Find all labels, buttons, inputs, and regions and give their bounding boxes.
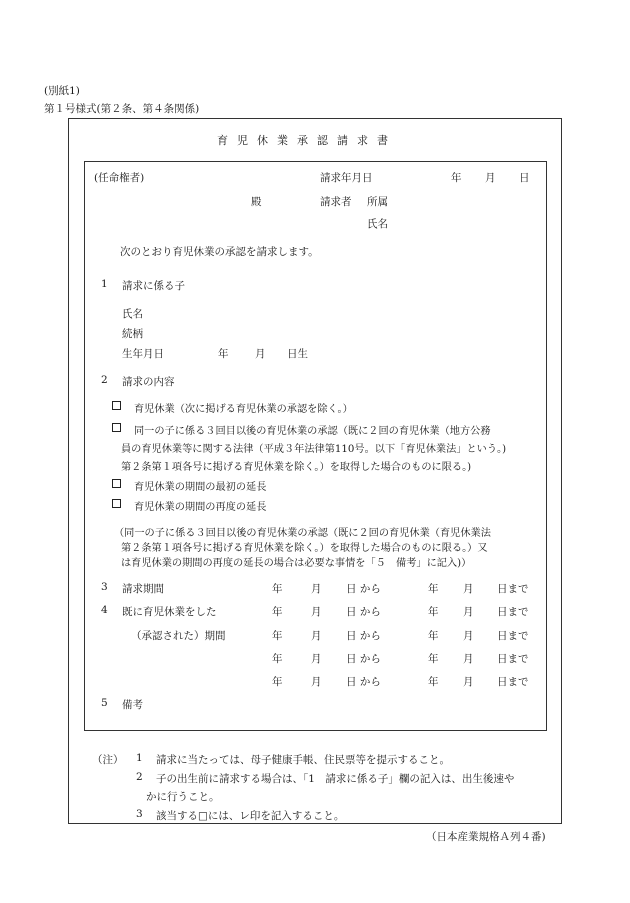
request-date-month[interactable]: 月 [485,172,496,184]
period-from-month[interactable]: 月 [311,676,322,688]
section1-number: 1 [101,278,108,290]
period-until-day[interactable]: 日まで [497,606,529,618]
child-birth-month[interactable]: 月 [255,348,266,360]
request-date-year[interactable]: 年 [451,172,462,184]
period-from-day[interactable]: 日 から [346,630,381,642]
period-until-month[interactable]: 月 [463,653,474,665]
period-until-year[interactable]: 年 [428,630,439,642]
period-until-year[interactable]: 年 [428,653,439,665]
checkbox-icon [112,479,121,488]
note-line: は育児休業の期間の再度の延長の場合は必要な事情を「５ 備考」に記入)） [121,558,472,569]
option-text: 育児休業の期間の再度の延長 [134,502,267,513]
option-text: 育児休業（次に掲げる育児休業の承認を除く。） [134,404,353,415]
option-checkbox[interactable] [112,498,121,510]
period-until-day[interactable]: 日まで [497,653,529,665]
note-text: 子の出生前に請求する場合は、「1 請求に係る子」欄の記入は、出生後速や [156,773,515,785]
period-until-month[interactable]: 月 [463,676,474,688]
option-checkbox[interactable] [112,478,121,490]
requester-label: 請求者 [320,196,352,208]
option-text: 育児休業の期間の最初の延長 [134,482,267,493]
period-until-month[interactable]: 月 [463,583,474,595]
checkbox-icon [112,401,121,410]
request-date-label: 請求年月日 [320,172,373,184]
option-text-cont: 員の育児休業等に関する法律（平成３年法律第110号。以下「育児休業法」という。) [121,444,507,455]
child-birth-label: 生年月日 [122,348,164,360]
section1-heading: 請求に係る子 [122,280,185,292]
attachment-label: (別紙1) [44,85,80,97]
period-until-month[interactable]: 月 [463,630,474,642]
section2-number: 2 [101,374,108,386]
period-from-year[interactable]: 年 [272,606,283,618]
period-from-month[interactable]: 月 [311,653,322,665]
section3-number: 3 [101,581,108,593]
appointer-label: (任命権者) [94,172,145,184]
period-from-day[interactable]: 日 から [346,606,381,618]
period-until-day[interactable]: 日まで [497,676,529,688]
period-until-year[interactable]: 年 [428,583,439,595]
notes-label: （注） [92,754,124,766]
period-from-year[interactable]: 年 [272,653,283,665]
affiliation-field[interactable]: 所属 [367,196,388,208]
intro-text: 次のとおり育児休業の承認を請求します。 [120,246,319,258]
period-from-day[interactable]: 日 から [346,583,381,595]
period-from-month[interactable]: 月 [311,630,322,642]
period-from-day[interactable]: 日 から [346,676,381,688]
child-birth-year[interactable]: 年 [218,348,229,360]
period-from-year[interactable]: 年 [272,630,283,642]
period-from-day[interactable]: 日 から [346,653,381,665]
checkbox-icon [112,499,121,508]
request-date-day[interactable]: 日 [519,172,530,184]
section5-heading: 備考 [122,699,143,711]
note-number: 3 [136,808,143,820]
form-title: 育児休業承認請求書 [217,134,397,147]
note-text: 該当する□には、レ印を記入すること。 [156,810,345,822]
section5-number: 5 [101,697,108,709]
option-checkbox[interactable] [112,422,121,434]
option-text: 同一の子に係る３回目以後の育児休業の承認（既に２回の育児休業（地方公務 [134,426,491,437]
note-line: 第２条第１項各号に掲げる育児休業を除く。）を取得した場合のものに限る。）又 [121,543,488,554]
note-number: 1 [136,752,143,764]
child-birth-day[interactable]: 日生 [287,348,308,360]
period-until-year[interactable]: 年 [428,676,439,688]
section4-number: 4 [101,604,108,616]
section4-heading2: （承認された）期間 [131,630,226,642]
dono-label: 殿 [251,196,262,208]
note-text-cont: かに行うこと。 [146,791,220,803]
period-from-year[interactable]: 年 [272,583,283,595]
period-until-day[interactable]: 日まで [497,583,529,595]
option-text-cont: 第２条第１項各号に掲げる育児休業を除く。）を取得した場合のものに限る。) [121,462,472,473]
option-checkbox[interactable] [112,400,121,412]
child-name-field[interactable]: 氏名 [122,308,143,320]
paper-size-label: （日本産業規格Ａ列４番) [426,831,546,843]
period-until-year[interactable]: 年 [428,606,439,618]
note-number: 2 [136,771,143,783]
requester-name-field[interactable]: 氏名 [367,218,388,230]
period-from-month[interactable]: 月 [311,606,322,618]
form-number: 第１号様式(第２条、第４条関係) [44,103,200,115]
period-from-month[interactable]: 月 [311,583,322,595]
note-text: 請求に当たっては、母子健康手帳、住民票等を提示すること。 [156,754,450,766]
child-relation-field[interactable]: 続柄 [122,328,143,340]
period-until-month[interactable]: 月 [463,606,474,618]
section3-heading: 請求期間 [122,583,164,595]
note-line: （同一の子に係る３回目以後の育児休業の承認（既に２回の育児休業（育児休業法 [114,528,491,539]
section2-heading: 請求の内容 [122,376,175,388]
period-from-year[interactable]: 年 [272,676,283,688]
checkbox-icon [112,423,121,432]
section4-heading: 既に育児休業をした [122,606,217,618]
period-until-day[interactable]: 日まで [497,630,529,642]
